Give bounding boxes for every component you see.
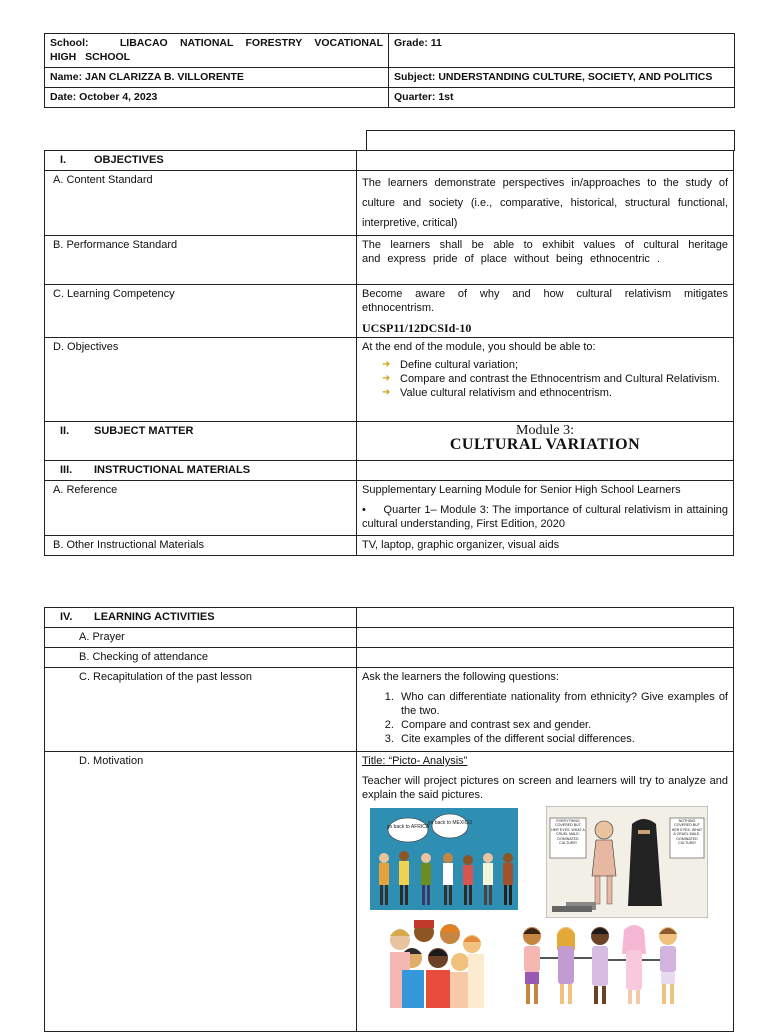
school-cell <box>45 34 389 68</box>
learning-activities-table <box>44 607 734 1032</box>
competency-code: UCSP11/12DCSId-10 <box>362 321 472 335</box>
list-item: 1. Who can differentiate nationality from ethnicity? Give examples of the two. <box>397 690 728 718</box>
list-item: 2. Compare and contrast sex and gender. <box>397 718 728 732</box>
motivation-title: Title: “Picto- Analysis” <box>362 755 468 767</box>
performance-standard-label: B. Performance Standard <box>45 236 357 285</box>
prayer-label: A. Prayer <box>45 628 357 648</box>
objectives-cell <box>357 338 734 422</box>
children-holding-hands-image <box>512 920 692 1010</box>
header-table <box>44 33 735 108</box>
reference-label: A. Reference <box>45 481 357 536</box>
motivation-cell <box>357 752 734 1032</box>
cartoon-left-caption: EVERYTHING COVERED BUT HER EYES. WHAT A CRUEL MALE-DOMINATED CULTURE! <box>551 819 585 846</box>
objectives-heading: I. OBJECTIVES <box>45 151 357 171</box>
other-materials-text: TV, laptop, graphic organizer, visual aids <box>357 536 734 556</box>
date-cell: Date: October 4, 2023 <box>45 88 389 108</box>
motivation-pictures <box>362 806 728 1016</box>
cartoon-right-caption: NOTHING COVERED BUT HER EYES. WHAT A CRUEL MALE-DOMINATED CULTURE! <box>671 819 703 846</box>
content-standard-label: A. Content Standard <box>45 171 357 236</box>
arrow-bullet-icon: ➜ <box>382 359 391 370</box>
bubble-africa: go back to AFRICA <box>386 824 430 830</box>
bubble-mexico: go back to MEXICO <box>427 820 473 826</box>
activities-heading: IV. LEARNING ACTIVITIES <box>45 608 357 628</box>
arrow-bullet-icon: ➜ <box>382 373 391 384</box>
attendance-label: B. Checking of attendance <box>45 648 357 668</box>
list-item: ➜ Compare and contrast the Ethnocentrism and Cultural Relativism. <box>382 373 720 385</box>
subject-matter-cell <box>357 422 734 461</box>
module-title: CULTURAL VARIATION <box>449 436 641 453</box>
arrow-bullet-icon: ➜ <box>382 387 391 398</box>
content-standard-text: The learners demonstrate perspectives in/approaches to the study of culture and society (i.e., comparative, historical, structural functional, interpretive, critical) <box>357 171 734 236</box>
discrimination-cartoon-image <box>370 808 518 910</box>
reference-bullet: • Quarter 1– Module 3: The importance of cultural relativism in attaining cultural understanding, First Edition, 2020 <box>362 504 728 530</box>
reference-text: Supplementary Learning Module for Senior High School Learners <box>362 484 681 496</box>
performance-standard-text: The learners shall be able to exhibit values of cultural heritage and express pride of place without being ethnocentric . <box>357 236 734 285</box>
grade-cell: Grade: 11 <box>389 34 735 68</box>
recap-cell <box>357 668 734 752</box>
school-value: LIBACAO NATIONAL FORESTRY VOCATIONAL HIGH SCHOOL <box>50 37 383 63</box>
objectives-label: D. Objectives <box>45 338 357 422</box>
objectives-list <box>362 358 728 400</box>
motivation-label: D. Motivation <box>45 752 357 1032</box>
objectives-intro: At the end of the module, you should be able to: <box>362 341 596 353</box>
subject-matter-heading: II. SUBJECT MATTER <box>45 422 357 461</box>
materials-heading: III. INSTRUCTIONAL MATERIALS <box>45 461 357 481</box>
quarter-cell: Quarter: 1st <box>389 88 735 108</box>
reference-cell <box>357 481 734 536</box>
learning-competency-text: Become aware of why and how cultural relativism mitigates ethnocentrism. <box>362 288 728 314</box>
subject-cell: Subject: UNDERSTANDING CULTURE, SOCIETY, AND POLITICS <box>389 68 735 88</box>
learning-competency-label: C. Learning Competency <box>45 285 357 338</box>
recap-label: C. Recapitulation of the past lesson <box>45 668 357 752</box>
list-item: ➜ Value cultural relativism and ethnocentrism. <box>382 387 612 399</box>
diverse-women-image <box>380 918 490 1008</box>
recap-intro: Ask the learners the following questions: <box>362 671 559 683</box>
motivation-text: Teacher will project pictures on screen and learners will try to analyze and explain the said pictures. <box>362 775 728 801</box>
list-item: ➜ Define cultural variation; <box>382 359 519 371</box>
blank-header-box <box>366 130 735 151</box>
other-materials-label: B. Other Instructional Materials <box>45 536 357 556</box>
learning-competency-cell <box>357 285 734 338</box>
name-cell: Name: JAN CLARIZZA B. VILLORENTE <box>45 68 389 88</box>
school-label: School: <box>50 37 89 49</box>
module-number: Module 3: <box>516 423 574 438</box>
list-item: 3. Cite examples of the different social differences. <box>397 732 728 746</box>
cultural-cartoon-image <box>546 806 708 918</box>
lesson-plan-table <box>44 150 734 556</box>
recap-questions <box>362 690 728 746</box>
